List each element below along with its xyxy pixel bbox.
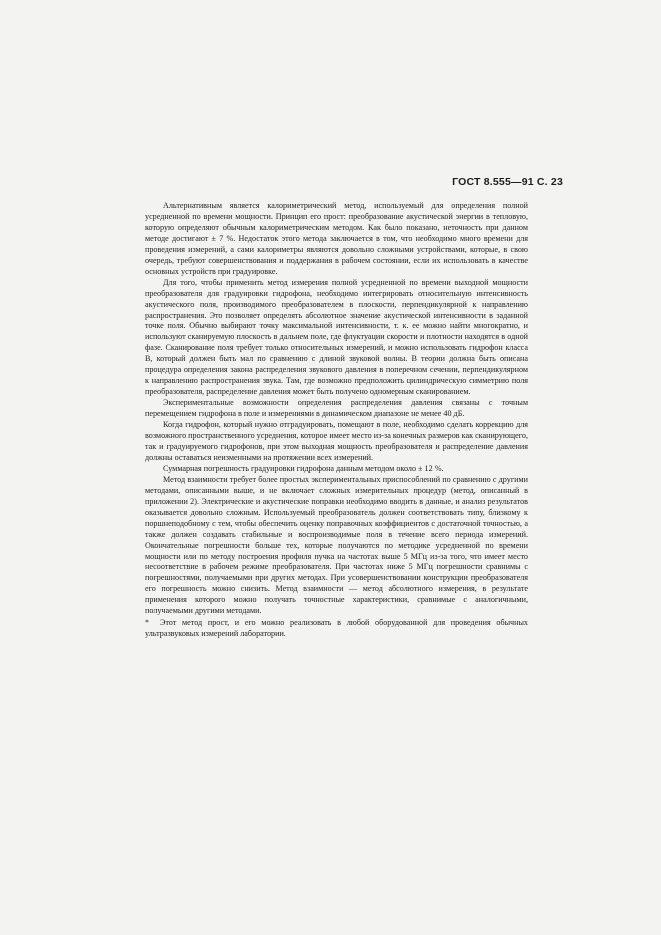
paragraph-power-integration-method: Для того, чтобы применить метод измерения полной усредненной по времени выходной мощности преобразователя для градуировки гидрофона, необходимо интегрировать относительную интенсивность акустического поля, производимого преобразователем в плоскости, перпендикулярной к направлению распространения. Это позволяет определять абсолютное значение акустической интенсивности в заданной точке поля. Обычно выбирают точку максимальной интенсивности, т. к. ее можно найти многократно, и используют сканируемую плоскость в дальнем поле, где флуктуации скорости и плотности находятся в одной фазе. Сканирование поля требует только относительных измерений, и можно использовать гидрофон класса В, который должен быть мал по сравнению с длиной звуковой волны. В теории должна быть описана процедура определения закона распределения звукового давления в поперечном сечении, перпендикулярном к направлению распространения звука. Там, где возможно предположить цилиндрическую симметрию поля преобразователя, распределение давления может быть получено одномерным сканированием. (145, 277, 528, 397)
body-text (145, 201, 528, 640)
footnote-text: Этот метод прост, и его можно реализовать в любой оборудованной для проведения обычных ультразвуковых измерений лаборатории. (145, 618, 528, 639)
paragraph-spatial-averaging-correction: Когда гидрофон, который нужно отградуировать, помещают в поле, необходимо сделать коррекцию для возможного пространственного усреднения, которое имеет место из-за конечных размеров как сканирующего, так и градуируемого гидрофонов, при этом выходная мощность преобразователя и распределение давления должны оставаться неизменными на протяжении всех измерений. (145, 420, 528, 462)
page-header: ГОСТ 8.555—91 С. 23 (452, 176, 563, 188)
footnote (145, 618, 528, 640)
paragraph-reciprocity-method: Метод взаимности требует более простых экспериментальных приспособлений по сравнению с другими методами, описанными выше, и не включает сложных измерительных процедур (метод, описанный в приложении 2). Электрические и акустические поправки необходимо вводить в данные, и анализ результатов оказывается довольно сложным. Используемый преобразователь должен соответствовать типу, близкому к поршнеподобному с тем, чтобы обеспечить оценку поправочных коэффициентов с достаточной точностью, а также должен создавать стабильные и воспроизводимые поля в течение всего периода измерений. Окончательные погрешности больше тех, которые получаются по методике усредненной по времени мощности или по методу построения профиля пучка на частотах выше 5 МГц из-за того, что имеет место несоответствие в рабочем режиме преобразователя. При частотах ниже 5 МГц погрешности сравнимы с погрешностями, получаемыми при других методах. При усовершенствовании конструкции преобразователя его погрешность можно снизить. Метод взаимности — метод абсолютного измерения, в результате применения которого можно получать точностные характеристики, сравнимые с аналогичными, получаемыми другими методами. (145, 474, 528, 616)
footnote-marker: * (145, 618, 149, 628)
paragraph-total-error: Суммарная погрешность градуировки гидрофона данным методом около ± 12 %. (163, 463, 444, 473)
paragraph-calorimetric-method: Альтернативным является калориметрический метод, используемый для определения полной усредненной по времени мощности. Принцип его прост: преобразование акустической энергии в тепловую, которую определяют обычным калориметрическим методом. Как было показано, неточность при данном методе достигают ± 7 %. Недостаток этого метода заключается в том, что необходимо много времени для проведения измерений, а сами калориметры являются довольно сложными устройствами, которые, в свою очередь, требуют совершенствования и поддержания в рабочем состоянии, если их использовать в качестве основных устройств при градуировке. (145, 201, 528, 276)
paragraph-experimental-capabilities: Экспериментальные возможности определения распределения давления связаны с точным перемещением гидрофона в поле и измерениями в динамическом диапазоне не менее 40 дБ. (145, 398, 528, 419)
